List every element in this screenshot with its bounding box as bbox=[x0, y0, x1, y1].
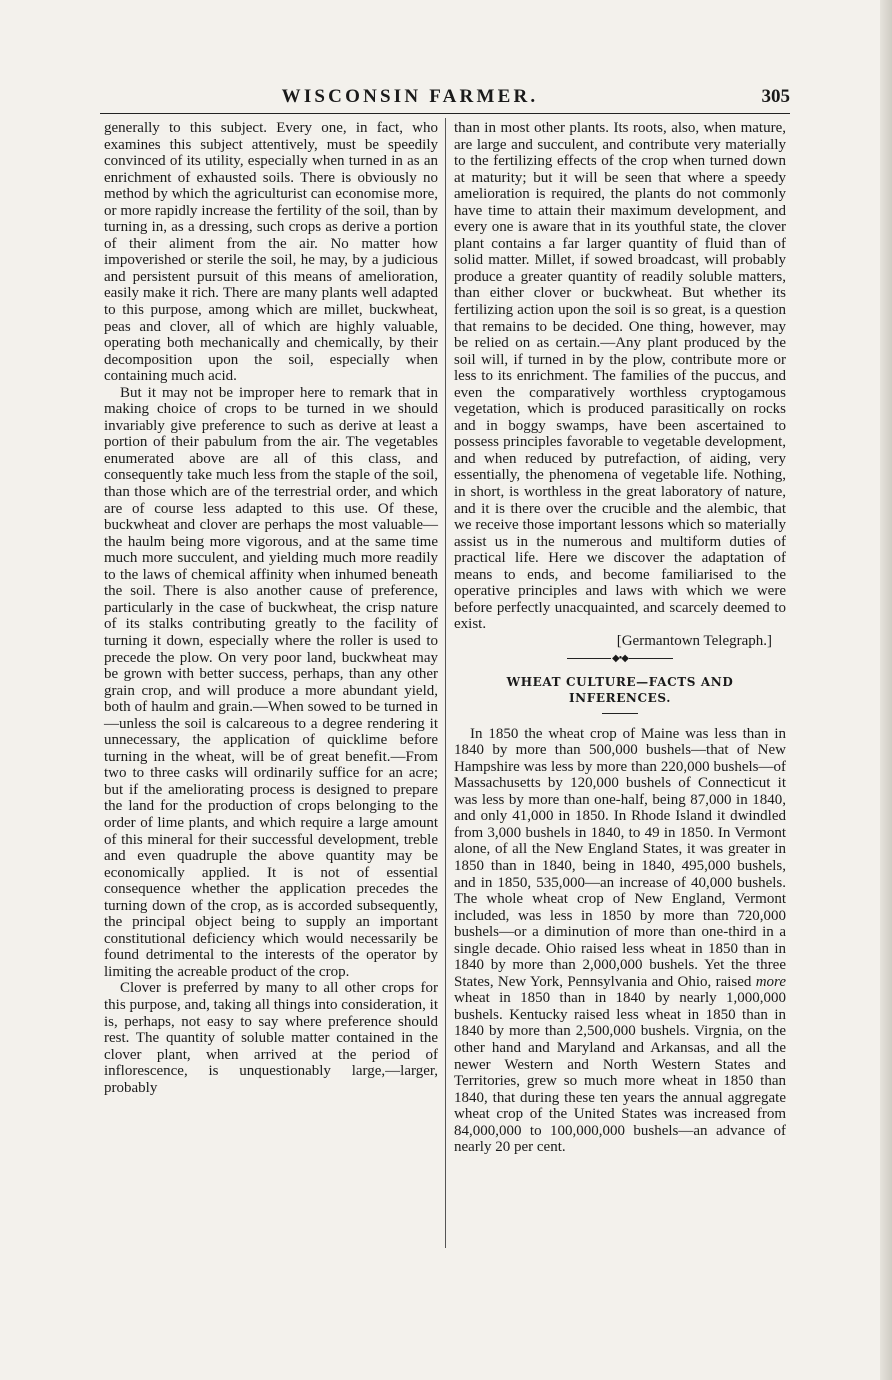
emphasis: more bbox=[755, 973, 786, 990]
paragraph: Clover is preferred by many to all other crops for this purpose, and, taking all things into consideration, it is, perhaps, not easy to say where preference should rest. The quantity of soluble matter contained in the clover plant, when arrived at the period of inflorescence, is unquestionably large,—larger, probably bbox=[104, 980, 438, 1096]
running-header bbox=[100, 86, 790, 112]
page-edge-shadow bbox=[880, 0, 892, 1380]
section-ornament bbox=[454, 654, 786, 664]
header-rule bbox=[100, 113, 790, 114]
column-divider bbox=[445, 118, 446, 1248]
paragraph: generally to this subject. Every one, in fact, who examines this subject attentively, must be speedily convinced of its utility, especially when turned in as an enrichment of exhausted soils. There is obviously no method by which the agriculturist can economise more, or more rapidly increase the fertility of the soil, than by turning in, as a dressing, such crops as derive a portion of their aliment from the air. No matter how impoverished or sterile the soil, he may, by a judicious and persistent pursuit of this means of amelioration, easily make it rich. There are many plants well adapted to this purpose, among which are millet, buckwheat, peas and clover, all of which are highly valuable, operating both mechanically and chemically, by their decomposition upon the soil, especially when containing much acid. bbox=[104, 120, 438, 385]
paragraph-text: wheat in 1850 than in 1840 by nearly 1,000,000 bushels. Kentucky raised less wheat in 1850 than in 1840 by more than 2,500,000 bushels. Virgnia, on the other hand and Maryland and Arkansas, and all the newer Western and North Western States and Territories, grew so much more wheat in 1850 than 1840, that during these ten years the annual aggregate wheat crop of the United States was increased from 84,000,000 to 100,000,000 bushels—an advance of nearly 20 per cent. bbox=[454, 990, 786, 1156]
paragraph bbox=[454, 726, 786, 1156]
paragraph: than in most other plants. Its roots, also, when mature, are large and succulent, and contribute very materially to the fertilizing effects of the crop when turned down at maturity; but it will be seen that where a speedy amelioration is required, the plants do not commonly have time to attain their maximum development, and every one is aware that in its youthful state, the clover plant contains a far larger quantity of fluid than of solid matter. Millet, if sowed broadcast, will probably produce a greater quantity of readily soluble matters, than either clover or buckwheat. But whether its fertilizing action upon the soil is so great, is a question that remains to be decided. One thing, however, may be relied on as certain.—Any plant produced by the soil will, if turned in by the plow, contribute more or less to its enrichment. The families of the puccus, and even the comparatively worthless cryptogamous vegetation, which is produced parasitically on rocks and in boggy swamps, have been ascertained to possess principles favorable to vegetable development, and when reduced by putrefaction, of aiding, very essentially, the phenomena of vegetable life. Nothing, in short, is worthless in the great laboratory of nature, and it is there over the crucible and the alembic, that we receive those important lessons which so materially assist us in the numerous and multiform duties of practical life. Here we discover the adaptation of means to ends, and become familiarised to the operative principles and laws with which we were before perfectly unacquainted, and scarcely deemed to exist. bbox=[454, 120, 786, 633]
ornament-rule-right bbox=[629, 658, 673, 659]
periodical-title: WISCONSIN FARMER. bbox=[281, 86, 539, 107]
heading-rule bbox=[602, 713, 638, 714]
article-heading: WHEAT CULTURE—FACTS AND INFERENCES. bbox=[506, 674, 734, 706]
paragraph: But it may not be improper here to remark that in making choice of crops to be turned in we should invariably give preference to such as derive at least a portion of their pabulum from the air. The vegetables enumerated above are all of this class, and consequently take much less from the staple of the soil, than those which are of the terrestrial order, and which are of course less adapted to this use. Of these, buckwheat and clover are perhaps the most valuable—the haulm being more vigorous, and at the same time much more succulent, and yielding much more readily to the laws of chemical affinity when inhumed beneath the soil. There is also another cause of preference, particularly in the case of buckwheat, the crisp nature of its stalks contributing greatly to the facility of turning it down, especially where the roller is used to precede the plow. On very poor land, buckwheat may be grown with better success, perhaps, than any other grain crop, and will produce a more abundant yield, both of haulm and grain.—When sowed to be turned in—unless the soil is calcareous to a degree rendering it unnecessary, the application of quicklime before turning in the wheat, will be of great benefit.—From two to three casks will ordinarily suffice for an acre; but if the ameliorating process is designed to prepare the land for the production of crops belonging to the order of lime plants, and which require a large amount of this mineral for their successful development, treble and even quadruple the above quantity may be economically applied. It is not of essential consequence whether the application precedes the turning down of the crop, as is accorded subsequently, the principal object being to supply an important constitutional deficiency which would necessarily be found detrimental to the interests of the operator by limiting the acreable product of the crop. bbox=[104, 384, 438, 980]
article-source-credit: [Germantown Telegraph.] bbox=[616, 632, 772, 649]
paragraph-text: In 1850 the wheat crop of Maine was less than in 1840 by more than 500,000 bushels—that of New Hampshire was less by more than 220,000 bushels—of Massachusetts by 120,000 bushels of Connecticut it was less by more than one-half, being 87,000 in 1840, and only 41,000 in 1850. In Rhode Island it dwindled from 3,000 bushels in 1840, to 49 in 1850. In Vermont alone, of all the New England States, it was greater in 1850 than in 1840, being in 1840, 495,000 bushels, and in 1850, 535,000—an increase of 40,000 bushels. The whole wheat crop of New England, Vermont included, was less in 1850 by more than 720,000 bushels—or a diminution of more than one-third in a single decade. Ohio raised less wheat in 1850 than in 1840 by more than 2,000,000 bushels. Yet the three States, New York, Pennsylvania and Ohio, raised bbox=[454, 725, 786, 990]
ornament-glyph: ◆•◆ bbox=[612, 652, 628, 664]
page-number: 305 bbox=[761, 86, 790, 107]
right-column bbox=[454, 120, 786, 1156]
left-column bbox=[104, 120, 438, 1096]
ornament-rule-left bbox=[567, 658, 611, 659]
